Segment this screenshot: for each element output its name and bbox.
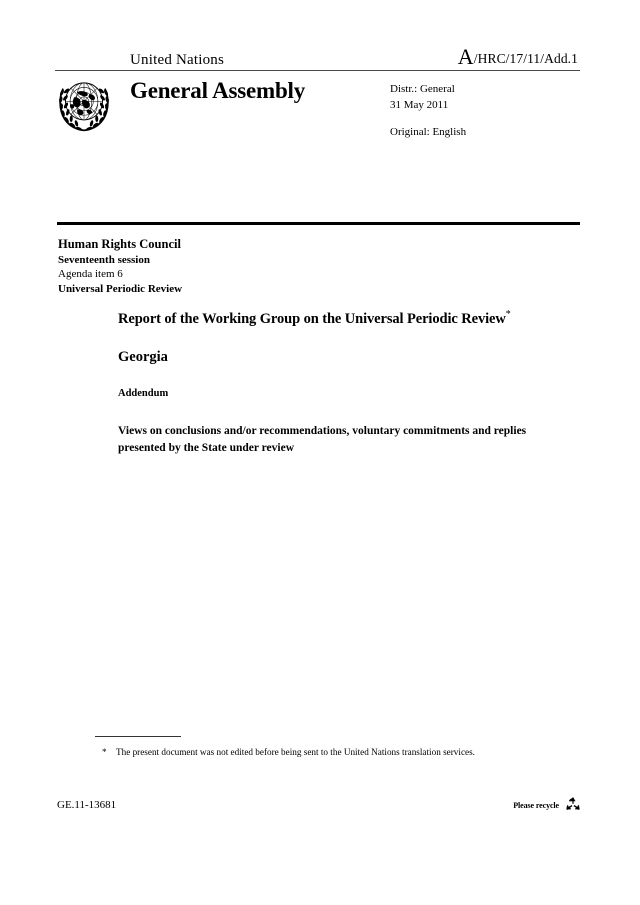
report-subtitle: Views on conclusions and/or recommendations, voluntary commitments and replies presented by the State under review (118, 425, 527, 454)
recycle-notice (513, 795, 583, 815)
addendum-label: Addendum (118, 388, 169, 400)
agenda-item-number: Agenda item 6 (58, 268, 123, 281)
distribution-spacer (390, 114, 580, 125)
title-block (118, 308, 538, 456)
un-emblem-container (55, 71, 130, 166)
body-name: General Assembly (130, 78, 306, 103)
footnote-marker: * (102, 747, 107, 757)
recycle-icon (563, 795, 583, 815)
footnote (102, 745, 522, 759)
document-symbol (458, 46, 580, 68)
footnote-text: The present document was not edited before being sent to the United Nations translation services. (116, 747, 475, 757)
organ-name: Human Rights Council (58, 237, 181, 251)
session-block (58, 236, 458, 296)
report-title (118, 308, 538, 329)
country-name: Georgia (118, 349, 168, 366)
distribution-block (390, 71, 580, 166)
document-symbol-number: /HRC/17/11/Add.1 (473, 51, 578, 66)
masthead (55, 46, 580, 166)
footnote-separator (95, 736, 181, 737)
report-title-text: Report of the Working Group on the Universal Periodic Review (118, 310, 506, 327)
organization-name: United Nations (130, 52, 225, 68)
distribution-line: Distr.: General (390, 83, 455, 95)
title-footnote-marker: * (505, 309, 511, 320)
body-title-container (130, 71, 390, 166)
document-symbol-series: A (457, 44, 474, 69)
document-date: 31 May 2011 (390, 98, 449, 111)
section-divider-thick (57, 222, 580, 225)
recycle-label: Please recycle (513, 800, 559, 810)
job-symbol: GE.11-13681 (57, 799, 117, 811)
masthead-top-row (55, 46, 580, 68)
masthead-main-row (55, 71, 580, 166)
un-emblem (55, 77, 113, 135)
original-language: Original: English (390, 125, 467, 138)
agenda-item-title: Universal Periodic Review (58, 282, 183, 295)
session-number: Seventeenth session (58, 253, 150, 266)
